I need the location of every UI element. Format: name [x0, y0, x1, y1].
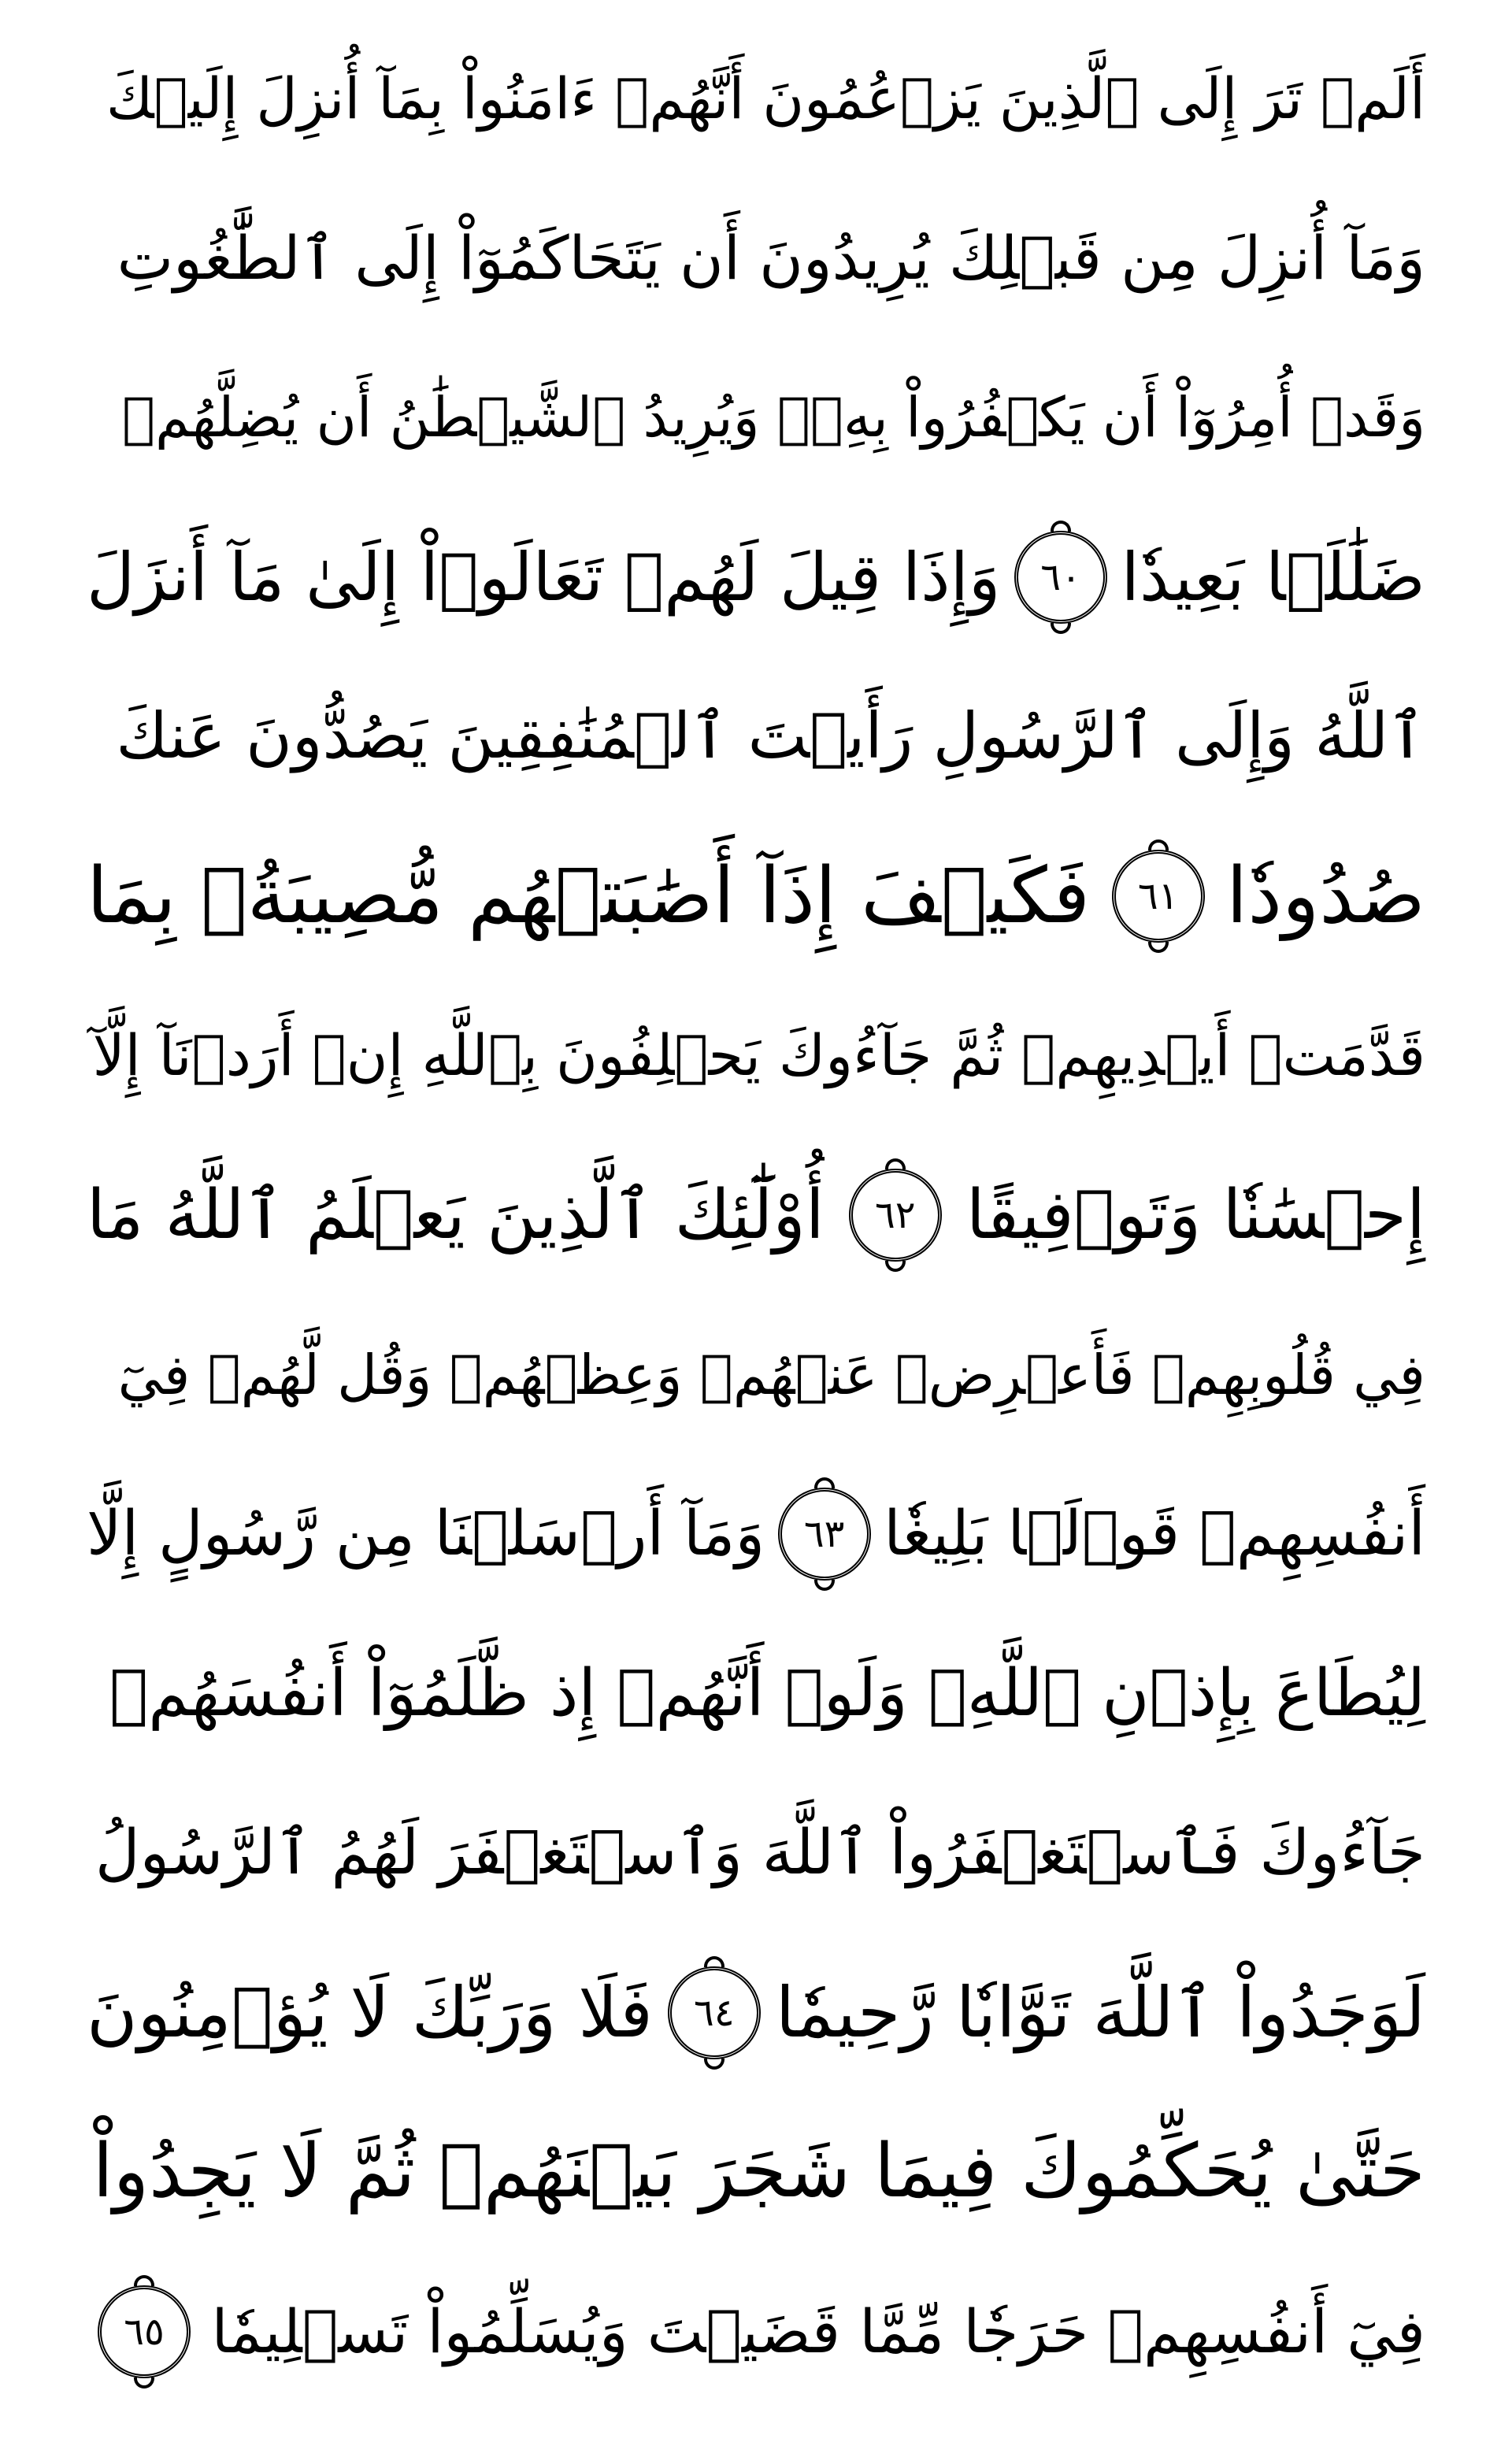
verse-text: فِي قُلُوبِهِمۡ فَأَعۡرِضۡ عَنۡهُمۡ وَعِظۡهُمۡ وَقُل لَّهُمۡ فِيٓ	[117, 1342, 1425, 1407]
verse-text: ضَلَٰلَۢا بَعِيدٗا	[1121, 538, 1425, 616]
verse-line-12	[87, 1786, 1425, 1920]
verse-text: ٱللَّهُ وَإِلَى ٱلرَّسُولِ رَأَيۡتَ ٱلۡمُنَٰفِقِينَ يَصُدُّونَ عَنكَ	[116, 699, 1425, 773]
verse-text: قَدَّمَتۡ أَيۡدِيهِمۡ ثُمَّ جَآءُوكَ يَحۡلِفُونَ بِٱللَّهِ إِنۡ أَرَدۡنَآ إِلَّآ	[92, 1022, 1425, 1089]
verse-line-15	[87, 2265, 1425, 2399]
verse-text: لَوَجَدُواْ ٱللَّهَ تَوَّابٗا رَّحِيمٗا	[775, 1971, 1425, 2053]
verse-line-7	[87, 988, 1425, 1122]
ayah-number-marker: ٦٠	[1014, 531, 1107, 624]
verse-text: جَآءُوكَ فَٱسۡتَغۡفَرُواْ ٱللَّهَ وَٱسۡتَغۡفَرَ لَهُمُ ٱلرَّسُولُ	[94, 1818, 1425, 1889]
verse-line-9	[87, 1308, 1425, 1442]
verse-line-4	[87, 510, 1425, 644]
verse-line-13	[87, 1946, 1425, 2080]
verse-text: وَقَدۡ أُمِرُوٓاْ أَن يَكۡفُرُواْ بِهِۦۖ وَيُرِيدُ ٱلشَّيۡطَٰنُ أَن يُضِلَّهُمۡ	[122, 385, 1425, 450]
verse-text: أُوْلَٰٓئِكَ ٱلَّذِينَ يَعۡلَمُ ٱللَّهُ مَا	[87, 1175, 825, 1255]
verse-line-3	[87, 350, 1425, 484]
verse-line-8	[87, 1148, 1425, 1282]
verse-text: وَمَآ أَرۡسَلۡنَا مِن رَّسُولٍ إِلَّا	[87, 1499, 765, 1570]
verse-text: أَلَمۡ تَرَ إِلَى ٱلَّذِينَ يَزۡعُمُونَ أَنَّهُمۡ ءَامَنُواْ بِمَآ أُنزِلَ إِلَيۡكَ	[106, 65, 1425, 132]
verse-text: وَمَآ أُنزِلَ مِن قَبۡلِكَ يُرِيدُونَ أَن يَتَحَاكَمُوٓاْ إِلَى ٱلطَّٰغُوتِ	[117, 222, 1425, 293]
verse-line-5	[87, 669, 1425, 803]
verse-text: فَلَا وَرَبِّكَ لَا يُؤۡمِنُونَ	[87, 1971, 653, 2053]
verse-text: لِيُطَاعَ بِإِذۡنِ ٱللَّهِۚ وَلَوۡ أَنَّهُمۡ إِذ ظَّلَمُوٓاْ أَنفُسَهُمۡ	[109, 1655, 1425, 1731]
verse-text: صُدُودٗا	[1226, 851, 1425, 941]
verse-text: فِيٓ أَنفُسِهِمۡ حَرَجٗا مِّمَّا قَضَيۡتَ وَيُسَلِّمُواْ تَسۡلِيمٗا	[211, 2296, 1425, 2366]
verse-text: وَإِذَا قِيلَ لَهُمۡ تَعَالَوۡاْ إِلَىٰ مَآ أَنزَلَ	[87, 538, 1001, 616]
ayah-number-marker: ٦٢	[849, 1169, 942, 1262]
verse-text: أَنفُسِهِمۡ قَوۡلَۢا بَلِيغٗا	[884, 1499, 1425, 1570]
verse-line-11	[87, 1627, 1425, 1761]
ayah-number-marker: ٦٣	[778, 1488, 871, 1581]
verse-text: حَتَّىٰ يُحَكِّمُوكَ فِيمَا شَجَرَ بَيۡنَهُمۡ ثُمَّ لَا يَجِدُواْ	[92, 2129, 1425, 2215]
verse-line-6	[87, 829, 1425, 963]
verse-text: فَكَيۡفَ إِذَآ أَصَٰبَتۡهُم مُّصِيبَةُۢ بِمَا	[87, 851, 1091, 941]
verse-line-10	[87, 1467, 1425, 1601]
verse-text: إِحۡسَٰنٗا وَتَوۡفِيقًا	[965, 1175, 1425, 1255]
verse-line-1	[87, 32, 1425, 165]
ayah-number-marker: ٦١	[1112, 850, 1205, 943]
verse-line-2	[87, 191, 1425, 325]
ayah-number-marker: ٦٥	[98, 2285, 191, 2378]
ayah-number-marker: ٦٤	[668, 1966, 761, 2059]
verse-line-14	[87, 2105, 1425, 2239]
